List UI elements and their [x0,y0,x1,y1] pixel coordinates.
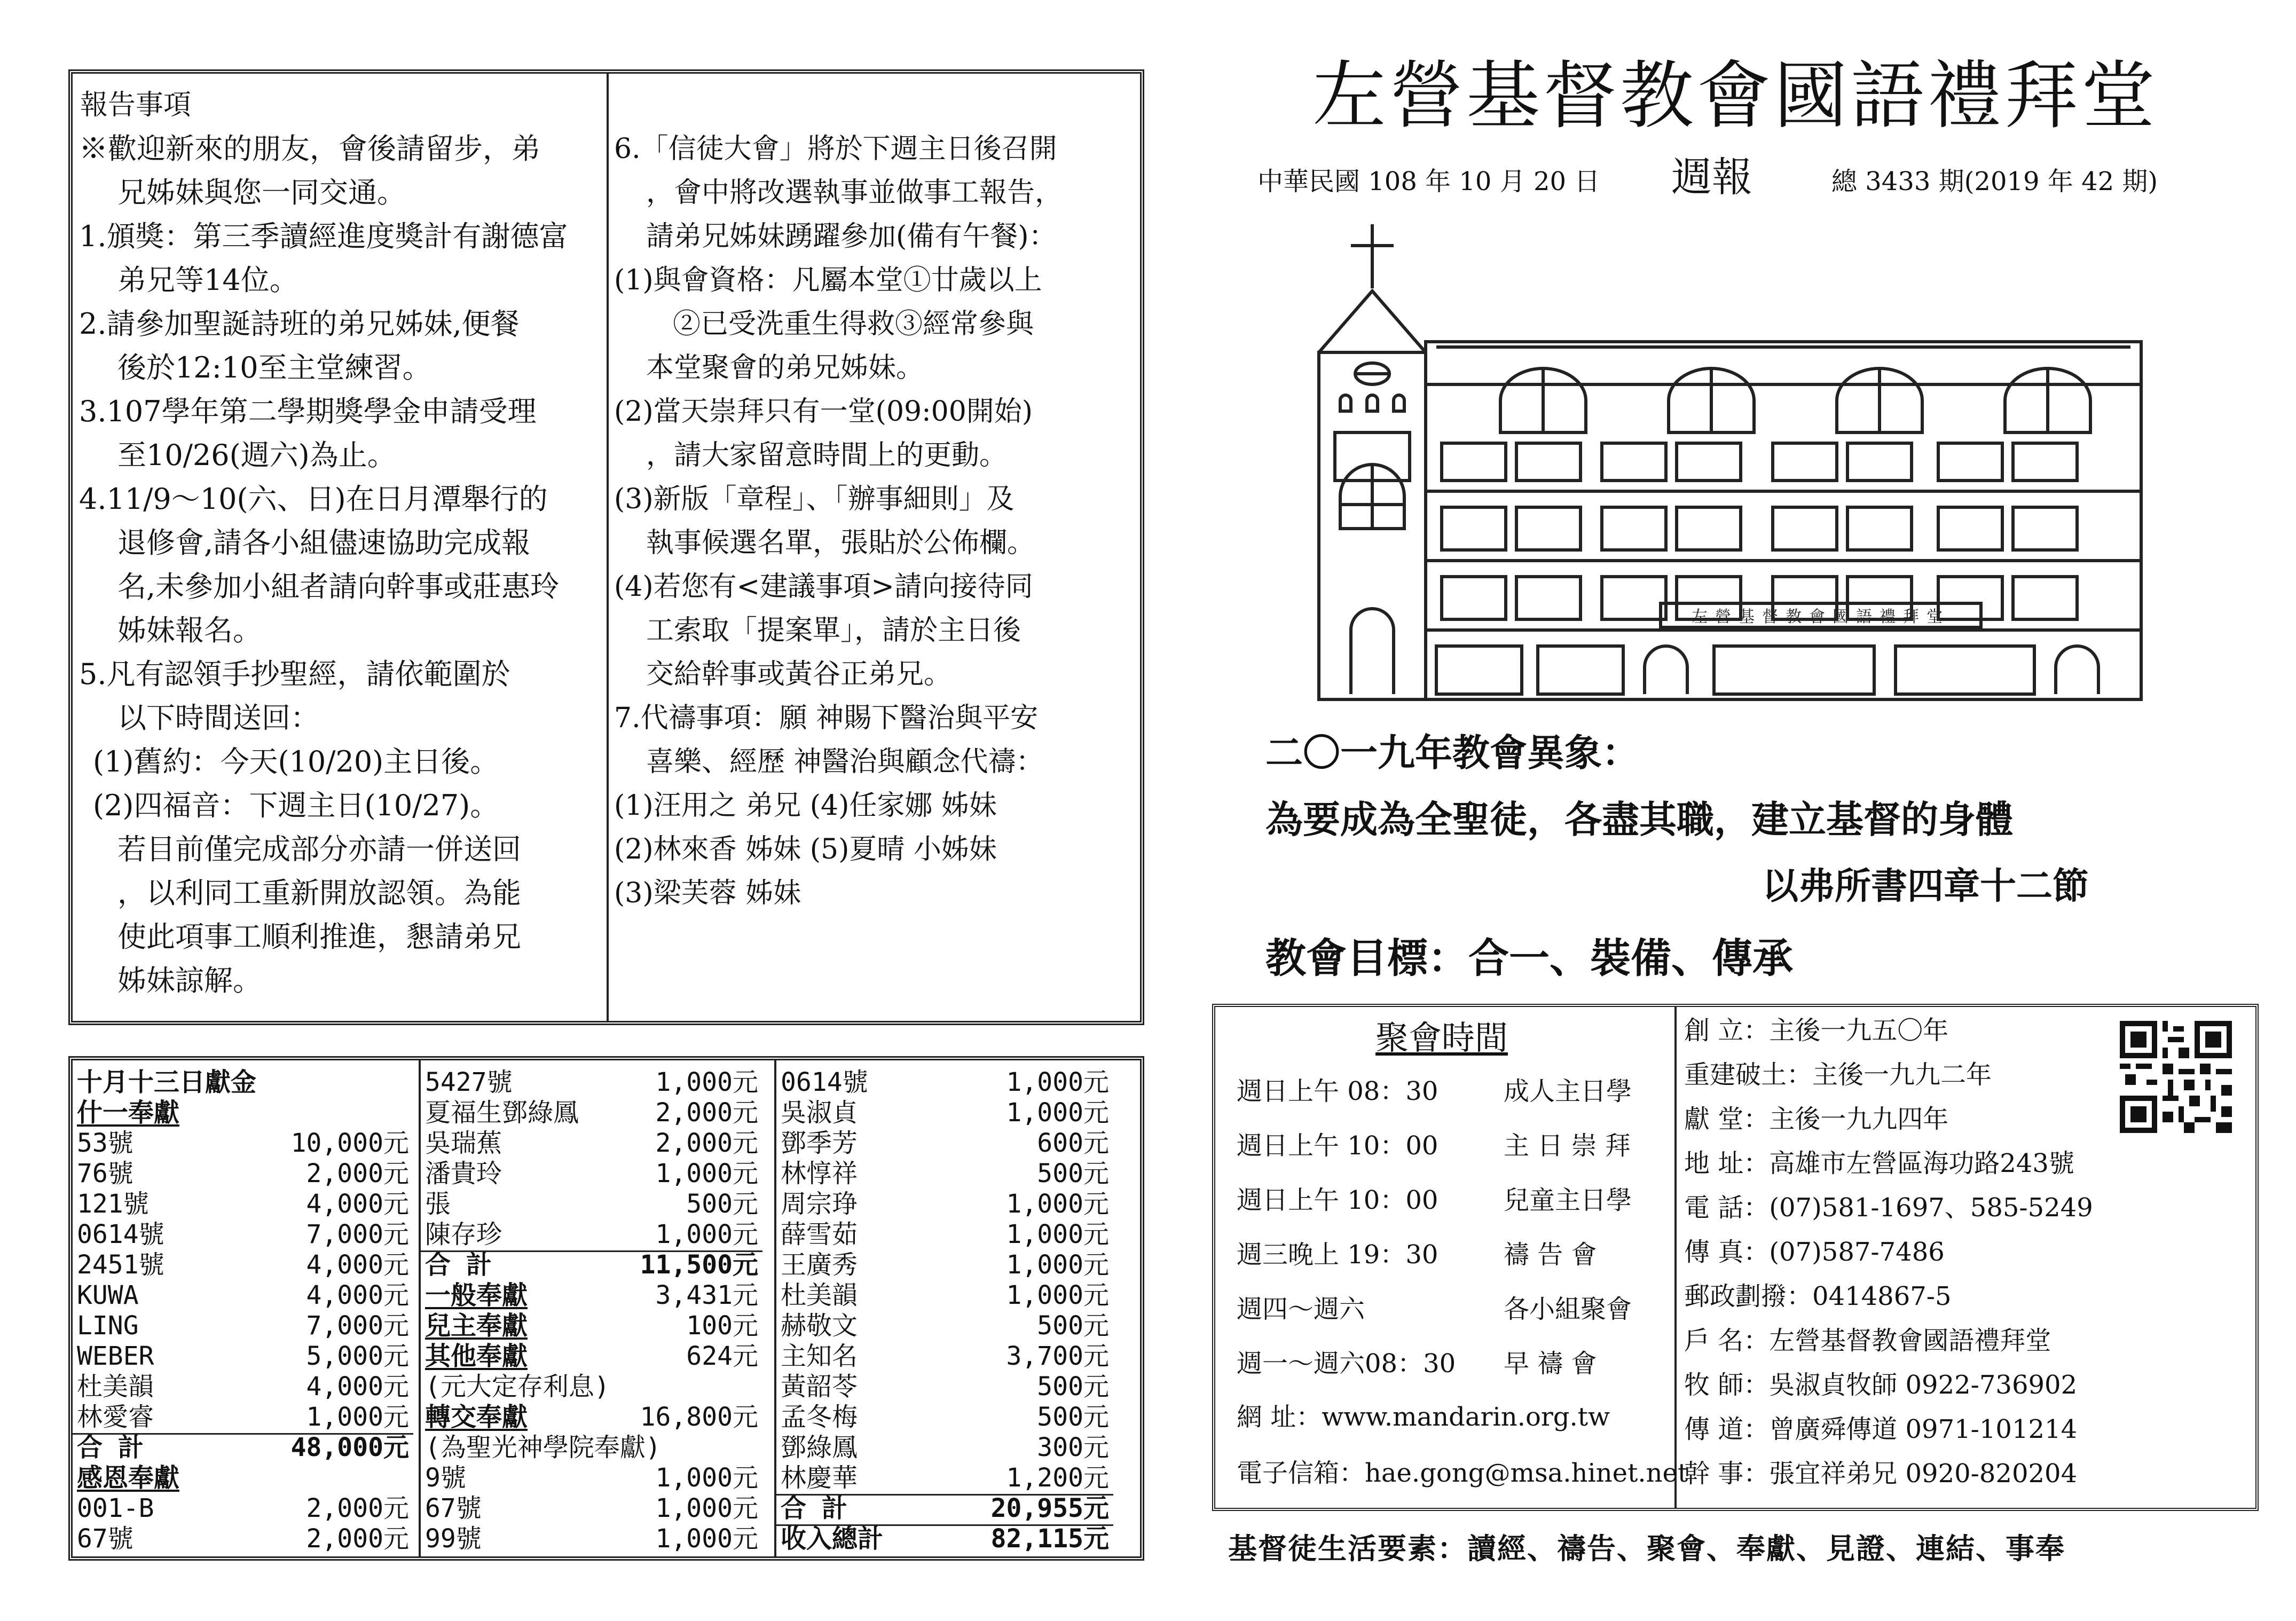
announcement-line: 5.凡有認領手抄聖經，請依範圍於 [79,657,510,691]
offering-amount: 1,000元 [655,1159,758,1189]
offering-row [425,1463,758,1492]
offering-amount: 500元 [1037,1402,1109,1432]
offering-row [77,1524,409,1553]
schedule-title: 聚會時間 [1375,1018,1508,1057]
announcements-panel [68,69,1144,1025]
offering-amount: 5,000元 [306,1341,409,1371]
church-info-line: 傳 道：曾廣舜傳道 0971-101214 [1684,1414,2078,1444]
offering-amount: 48,000元 [290,1433,409,1462]
announcement-line: (3)梁芙蓉 姊妹 [614,877,801,909]
offering-row [781,1068,1109,1097]
offering-row [77,1098,409,1127]
offering-amount: 500元 [1037,1311,1109,1341]
offering-row [781,1129,1109,1158]
offering-row [425,1220,758,1249]
announcement-line: (2)當天崇拜只有一堂(09:00開始) [614,396,1033,428]
offering-amount: 4,000元 [306,1189,409,1219]
offering-row [77,1068,409,1097]
offering-amount: 500元 [686,1189,758,1219]
offering-name: 收入總計 [781,1524,884,1554]
announcement-line: 以下時間送回： [117,701,319,735]
offerings-column-2 [419,1060,776,1556]
schedule-event: 主 日 崇 拜 [1504,1131,1631,1161]
offering-row [781,1463,1109,1492]
vision-title: 二〇一九年教會異象： [1265,730,1639,775]
offering-name: 薛雪茹 [781,1219,858,1249]
offering-amount: 4,000元 [306,1250,409,1280]
issue-number: 總 3433 期(2019 年 42 期) [1831,167,2158,196]
bulletin-date: 中華民國 108 年 10 月 20 日 [1257,167,1600,196]
announcement-line: 請弟兄姊妹踴躍參加(備有午餐)： [646,221,1057,253]
announcement-line: 6.「信徒大會」將於下週主日後召開 [614,133,1057,165]
offering-amount: 1,000元 [655,1067,758,1097]
offering-row [781,1250,1109,1279]
announcement-line: (1)舊約：今天(10/20)主日後。 [93,745,499,778]
offering-row [77,1281,409,1310]
offering-name: 53號 [77,1128,133,1158]
offering-row [425,1098,758,1127]
offering-row [781,1433,1109,1462]
schedule-panel [1215,1007,1688,1508]
offering-name: 杜美韻 [77,1372,154,1402]
offering-row [425,1281,758,1310]
church-title: 左營基督教會國語禮拜堂 [1312,53,2158,139]
offering-name: 5427號 [425,1067,513,1097]
offering-row [425,1190,758,1218]
announcement-line: ，會中將改選執事並做事工報告， [646,177,1063,209]
announcement-line: 本堂聚會的弟兄姊妹。 [646,352,924,384]
offering-row [781,1098,1109,1127]
offering-amount: 624元 [686,1341,758,1371]
announcement-line: (2)林來香 姊妹 (5)夏晴 小姊妹 [614,833,997,865]
announcement-line: 兄姊妹與您一同交通。 [117,176,406,209]
offering-amount: 2,000元 [306,1159,409,1189]
schedule-time: 週日上午 10：00 [1237,1185,1438,1215]
offering-name: 林愛睿 [77,1402,154,1432]
offering-amount: 1,000元 [1006,1250,1109,1280]
offering-name: 合 計 [77,1433,144,1462]
offering-name: 夏福生鄧綠鳳 [425,1098,579,1128]
schedule-event: 成人主日學 [1504,1076,1632,1106]
offering-name: 張 [425,1189,451,1219]
offering-name: 67號 [425,1493,482,1523]
offering-row [425,1342,758,1371]
announcement-line: 7.代禱事項：願 神賜下醫治與平安 [614,702,1039,734]
announcement-line: ，以利同工重新開放認領。為能 [117,876,521,910]
offering-name: 2451號 [77,1250,164,1280]
schedule-event: 各小組聚會 [1504,1294,1632,1324]
offering-row [77,1372,409,1401]
offering-amount: 16,800元 [640,1402,758,1432]
offering-row [77,1311,409,1340]
offering-name: 赫敬文 [781,1311,858,1341]
offering-row [781,1342,1109,1371]
church-info-line: 重建破土：主後一九九二年 [1684,1060,1992,1090]
announcement-line: 若目前僅完成部分亦請一併送回 [117,832,521,866]
offering-row [77,1403,409,1431]
offering-row [781,1494,1109,1523]
offering-row [425,1250,758,1279]
offering-row [77,1159,409,1188]
offering-amount: 2,000元 [306,1493,409,1523]
offering-name: 林慶華 [781,1463,858,1493]
offering-amount: 3,700元 [1006,1341,1109,1371]
announcement-line: ②已受洗重生得救③經常參與 [673,308,1034,340]
offering-name: 陳存珍 [425,1219,502,1249]
offering-name: 轉交奉獻 [425,1402,528,1432]
offering-amount: 1,000元 [1006,1219,1109,1249]
offering-amount: 2,000元 [655,1128,758,1158]
announcement-line: (1)與會資格：凡屬本堂①廿歲以上 [614,264,1042,296]
announcement-line: 3.107學年第二學期獎學金申請受理 [79,395,537,428]
offering-row [781,1311,1109,1340]
offering-amount: 1,000元 [655,1493,758,1523]
offering-name: 吳淑貞 [781,1098,858,1128]
offering-amount: 1,000元 [655,1219,758,1249]
offering-row [781,1524,1109,1553]
offering-name: 0614號 [781,1067,868,1097]
announcement-line: 使此項事工順利推進，懇請弟兄 [117,920,521,954]
offering-name: 周宗琤 [781,1189,858,1219]
announcement-line: 喜樂、經歷 神醫治與顧念代禱： [646,746,1044,778]
announcement-line: 工索取「提案單」，請於主日後 [646,615,1021,647]
announcement-line: 名,未參加小組者請向幹事或莊惠玲 [117,570,560,603]
offering-name: 王廣秀 [781,1250,858,1280]
schedule-event: 禱 告 會 [1504,1240,1597,1270]
offering-amount: 1,000元 [306,1402,409,1432]
offering-amount: 1,000元 [1006,1098,1109,1128]
announcement-line: 姊妹諒解。 [117,964,262,997]
church-info-line: 傳 真：(07)587-7486 [1684,1237,1945,1267]
offering-name: 吳瑞蕉 [425,1128,502,1158]
church-info-line: 戶 名：左營基督教會國語禮拜堂 [1684,1326,2051,1356]
total-divider [776,1494,1113,1496]
announcement-line: (3)新版「章程」、「辦事細則」及 [614,483,1015,515]
schedule-time: 週日上午 08：30 [1237,1076,1438,1106]
offering-name: 黃韶苓 [781,1372,858,1402]
offering-row [425,1311,758,1340]
offering-row [425,1433,758,1462]
announcement-line: 1.頒獎：第三季讀經進度獎計有謝德富 [79,219,568,253]
offering-name: 什一奉獻 [77,1098,180,1128]
church-info-line: 郵政劃撥：0414867-5 [1684,1281,1952,1311]
announcement-line: (4)若您有<建議事項>請向接待同 [614,571,1033,603]
offering-row [425,1159,758,1188]
offering-row [77,1433,409,1462]
offerings-column-1 [73,1060,419,1556]
building-sign-text: 左營基督教會國語禮拜堂 [1692,608,1950,626]
offering-amount: 3,431元 [655,1280,758,1310]
offerings-table [68,1056,1144,1561]
offering-name: 林惇祥 [781,1159,858,1189]
offering-amount: 11,500元 [640,1250,758,1280]
offering-row [77,1190,409,1218]
vision-statement: 為要成為全聖徒，各盡其職，建立基督的身體 [1265,797,2013,841]
offering-row [425,1372,758,1401]
footer-christian-life-essentials: 基督徒生活要素：讀經、禱告、聚會、奉獻、見證、連結、事奉 [1228,1531,2065,1565]
offering-amount: 500元 [1037,1159,1109,1189]
offering-name: (為聖光神學院奉獻) [425,1433,661,1462]
offering-amount: 100元 [686,1311,758,1341]
announcement-line: (2)四福音：下週主日(10/27)。 [93,789,499,822]
offering-amount: 7,000元 [306,1219,409,1249]
offering-amount: 1,000元 [1006,1280,1109,1310]
offering-name: 121號 [77,1189,149,1219]
church-info-line: 地 址：高雄市左營區海功路243號 [1684,1148,2074,1178]
schedule-event: 早 禱 會 [1504,1349,1597,1379]
church-info-line: 電 話：(07)581-1697、585-5249 [1684,1193,2093,1223]
church-building-illustration [1314,219,2146,710]
offering-amount: 1,000元 [655,1463,758,1493]
total-divider [73,1433,413,1435]
offering-name: 孟冬梅 [781,1402,858,1432]
offering-name: WEBER [77,1341,154,1371]
offering-row [781,1403,1109,1431]
offering-amount: 300元 [1037,1433,1109,1462]
email-line: 電子信箱：hae.gong@msa.hinet.net [1237,1458,1688,1488]
announcement-line: ，請大家留意時間上的更動。 [646,439,1008,471]
schedule-time: 週日上午 10：00 [1237,1131,1438,1161]
announcement-line: 至10/26(週六)為止。 [117,438,396,472]
announcement-line: (1)汪用之 弟兄 (4)任家娜 姊妹 [614,790,997,822]
total-divider [421,1250,762,1252]
offering-row [425,1524,758,1553]
church-info-line: 創 立：主後一九五〇年 [1684,1016,1949,1045]
church-info-line: 幹 事：張宜祥弟兄 0920-820204 [1684,1459,2078,1489]
offering-name: 99號 [425,1524,482,1554]
offering-amount: 4,000元 [306,1372,409,1402]
offering-name: 鄧綠鳳 [781,1433,858,1462]
schedule-time: 週三晚上 19：30 [1237,1240,1438,1270]
offering-amount: 1,200元 [1006,1463,1109,1493]
offering-amount: 10,000元 [290,1128,409,1158]
offering-name: 鄧季芳 [781,1128,858,1158]
website-line: 網 址：www.mandarin.org.tw [1237,1402,1610,1432]
announcement-line: 姊妹報名。 [117,613,262,647]
info-box [1212,1004,2259,1511]
offering-amount: 1,000元 [1006,1067,1109,1097]
church-info-panel [1677,1007,2255,1508]
offering-name: 其他奉獻 [425,1341,528,1371]
offering-row [781,1220,1109,1249]
offering-amount: 2,000元 [306,1524,409,1554]
offering-amount: 2,000元 [655,1098,758,1128]
offering-name: 合 計 [425,1250,492,1280]
offering-name: KUWA [77,1280,139,1310]
offering-amount: 500元 [1037,1372,1109,1402]
offering-amount: 82,115元 [990,1524,1109,1554]
offering-row [77,1250,409,1279]
offering-row [77,1220,409,1249]
schedule-event: 兒童主日學 [1504,1185,1632,1215]
announcement-line: 弟兄等14位。 [117,263,298,297]
schedule-time: 週四～週六 [1237,1294,1365,1324]
offering-name: 67號 [77,1524,133,1554]
total-divider [776,1524,1113,1526]
offering-row [781,1281,1109,1310]
offering-name: 潘貴玲 [425,1159,502,1189]
announcement-line: 退修會,請各小組儘速協助完成報 [117,526,531,560]
offering-name: 兒主奉獻 [425,1311,528,1341]
announcement-line: ※歡迎新來的朋友，會後請留步，弟 [79,132,540,166]
offering-name: LING [77,1311,139,1341]
announcement-line: 4.11/9～10(六、日)在日月潭舉行的 [79,482,548,516]
offering-name: 十月十三日獻金 [77,1067,257,1097]
offering-name: 9號 [425,1463,466,1493]
offering-name: 一般奉獻 [425,1280,528,1310]
offering-amount: 600元 [1037,1128,1109,1158]
announcement-line: 2.請參加聖誕詩班的弟兄姊妹,便餐 [79,307,520,341]
church-info-line: 獻 堂：主後一九九四年 [1684,1104,1949,1134]
announcements-left-column [73,74,607,1021]
offering-name: (元大定存利息) [425,1372,610,1402]
offering-row [425,1068,758,1097]
offering-name: 0614號 [77,1219,164,1249]
vision-reference: 以弗所書四章十二節 [1762,865,2089,908]
announcement-line: 交給幹事或黃谷正弟兄。 [646,658,952,690]
offering-name: 杜美韻 [781,1280,858,1310]
bulletin-label: 週報 [1671,153,1752,201]
offering-amount: 1,000元 [1006,1189,1109,1219]
offering-row [77,1342,409,1371]
offering-row [425,1403,758,1431]
announcement-line: 執事候選名單，張貼於公佈欄。 [646,527,1035,559]
offering-row [781,1372,1109,1401]
offering-amount: 4,000元 [306,1280,409,1310]
offering-name: 合 計 [781,1493,847,1523]
offering-row [77,1129,409,1158]
offering-name: 主知名 [781,1341,858,1371]
offering-name: 76號 [77,1159,133,1189]
offering-row [781,1190,1109,1218]
announcements-right-column [607,74,1140,1021]
qr-code-icon [2120,1021,2232,1133]
offering-amount: 1,000元 [655,1524,758,1554]
offering-row [425,1129,758,1158]
offering-name: 001-B [77,1493,154,1523]
offering-row [781,1159,1109,1188]
announcement-line: 後於12:10至主堂練習。 [117,351,431,384]
schedule-time: 週一～週六08：30 [1237,1349,1456,1379]
announcements-title: 報告事項 [80,89,192,121]
offering-row [77,1494,409,1523]
offering-amount: 20,955元 [990,1493,1109,1523]
offering-row [425,1494,758,1523]
offering-name: 感恩奉獻 [77,1463,180,1493]
offerings-column-3 [774,1060,1140,1556]
church-info-line: 牧 師：吳淑貞牧師 0922-736902 [1684,1370,2078,1400]
offering-row [77,1463,409,1492]
church-goal: 教會目標：合一、裝備、傳承 [1265,934,1793,982]
offering-amount: 7,000元 [306,1311,409,1341]
